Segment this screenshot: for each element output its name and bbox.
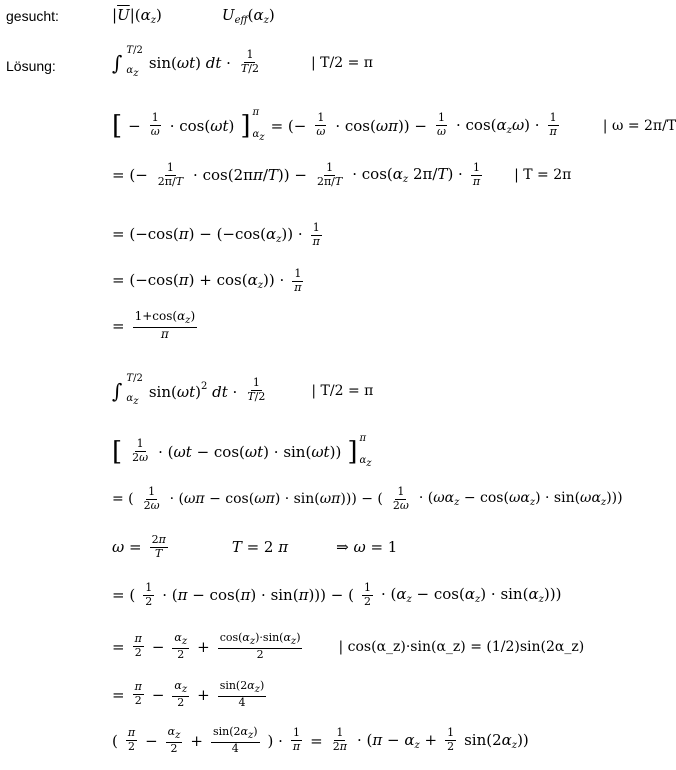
- equation-line-14: ( $\frac{\pi}{2}$ − $\frac{\alpha z}{2}$ + $\frac{\sin(2\alpha z)}{4}$ ) · $\frac{1}{\pi}$ = $\frac{1}{2\pi}$ · ($\pi - \alpha_z$ + $\frac{1}{2}$ $\sin(2\alpha_z)$): [112, 725, 529, 755]
- equation-line-9: = ( $\frac{1}{2\omega}$ · (ωπ − cos(ωπ) · sin(ωπ))) − ( $\frac{1}{2\omega}$ · $(\omega\alpha_z - \cos(\omega\alpha_z) \cdot \sin(\omega\alpha_z))$): [112, 485, 623, 512]
- condition-1: | T/2 = π: [310, 54, 373, 71]
- equation-line-3: = (− $\frac{1}{2\pi/T}$ · cos(2ππ/T)) − $\frac{1}{2\pi/T}$ · $\cos(\alpha_z$ 2π/T) · $\frac{1}{\pi}$ | T = 2π: [112, 161, 572, 188]
- target-U-eff: $U_{eff}(\alpha_z)$: [221, 6, 275, 26]
- header-targets: [112, 6, 275, 26]
- equation-line-1: ∫ T/2 αz sin(ωt) dt · $\frac{1}{T/2}$ | T/2 = π: [112, 45, 373, 79]
- equation-line-11: = ( $\frac{1}{2}$ · (π − cos(π) · sin(π))) − ( $\frac{1}{2}$ · $(\alpha_z - \cos(\alpha_z) \cdot \sin(\alpha_z))$): [112, 581, 562, 608]
- condition-3: | T = 2π: [514, 167, 572, 184]
- equation-line-12: = $\frac{\pi}{2}$ − $\frac{\alpha z}{2}$ + $\frac{\cos(\alpha z)\cdot\sin(\alpha z)}{2}$ | cos(α_z)·sin(α_z) = (1/2)sin(2α_z): [112, 631, 585, 661]
- condition-12: | cos(α_z)·sin(α_z) = (1/2)sin(2α_z): [338, 638, 585, 655]
- equation-line-4: = ($-\cos(\pi) - (-\cos(\alpha_z))$ · $\frac{1}{\pi}$: [112, 221, 320, 248]
- condition-2: | ω = 2π/T: [602, 117, 676, 134]
- label-loesung: Lösung:: [6, 58, 56, 74]
- target-mag-U: $|\overline{U}|(\alpha_z)$: [112, 6, 162, 26]
- condition-7: | T/2 = π: [311, 382, 374, 399]
- label-gesucht: gesucht:: [6, 8, 59, 24]
- equation-line-5: = $(-\cos(\pi) + \cos(\alpha_z))$ · $\frac{1}{\pi}$: [112, 267, 302, 294]
- equation-line-8: [ $\frac{1}{2\omega}$ · (ωt − cos(ωt) · sin(ωt)) ] π αz: [112, 433, 372, 469]
- equation-line-2: [ − $\frac{1}{\omega}$ · cos(ωt) ] π αz = (− $\frac{1}{\omega}$ · cos(ωπ)) − $\frac{1}{\omega}$ · $\cos(\alpha_z\omega)$ · $\frac{1}{\pi}$ | ω = 2π/T: [112, 107, 676, 143]
- equation-line-6: = $\frac{1+\cos(\alpha_z)}{\pi}$: [112, 309, 196, 341]
- equation-line-10: ω = $\frac{2\pi}{T}$ T = 2 π ⇒ ω = 1: [112, 533, 398, 560]
- equation-line-13: = $\frac{\pi}{2}$ − $\frac{\alpha z}{2}$ + $\frac{\sin(2\alpha z)}{4}$: [112, 679, 265, 709]
- equation-line-7: ∫ T/2 αz $\sin(\omega t)^2$ dt · $\frac{1}{T/2}$ | T/2 = π: [112, 373, 374, 407]
